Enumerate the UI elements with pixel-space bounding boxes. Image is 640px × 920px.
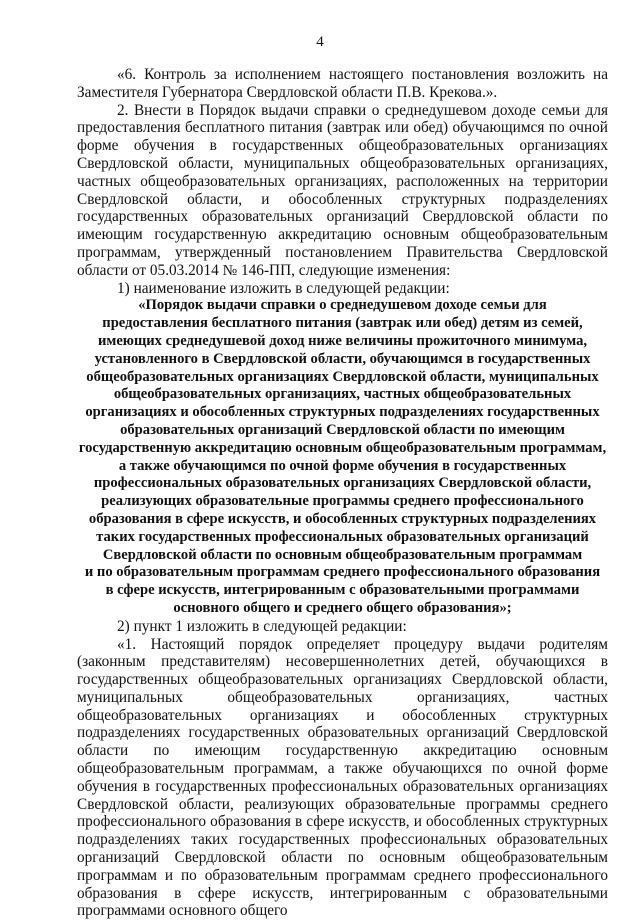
- new-title-line: реализующих образовательные программы среднего профессионального: [77, 493, 608, 511]
- new-title-line: основного общего и среднего общего образования»;: [77, 600, 608, 618]
- new-title-line: в сфере искусств, интегрированным с образовательными программами: [77, 582, 608, 600]
- new-title-line: образовательных организаций Свердловской области по имеющим: [77, 422, 608, 440]
- paragraph-point-1-text: «1. Настоящий порядок определяет процедуру выдачи родителям (законным представителям) несовершеннолетних детей, обучающихся в государственных общеобразовательных организациях Свердловской области, муниципальных общеобразовательных организациях, частных общеобразовательных организациях и обособленных структурных подразделениях государственных образовательных организаций Свердловской области по имеющим государственную аккредитацию основным общеобразовательным программам, а также обучающихся по очной форме обучения в государственных профессиональных образовательных организациях Свердловской области, реализующих образовательные программы среднего профессионального образования в сфере искусств, и обособленных структурных подразделениях таких государственных профессиональных образовательных организаций Свердловской области по основным общеобразовательным программам и по образовательным программам среднего профессионального образования в сфере искусств, интегрированным с образовательными программами основного общего: [77, 636, 608, 920]
- new-title-line: общеобразовательных организациях, частных общеобразовательных: [77, 386, 608, 404]
- new-title-line: таких государственных профессиональных образовательных организаций: [77, 529, 608, 547]
- new-title-line: а также обучающимся по очной форме обучения в государственных: [77, 458, 608, 476]
- new-title-line: государственную аккредитацию основным общеобразовательным программам,: [77, 440, 608, 458]
- new-title-line: имеющих среднедушевой доход ниже величины прожиточного минимума,: [77, 333, 608, 351]
- new-title-line: общеобразовательных организациях Свердловской области, муниципальных: [77, 369, 608, 387]
- paragraph-item-2-intro: 2) пункт 1 изложить в следующей редакции:: [77, 618, 608, 636]
- paragraph-item-1-intro: 1) наименование изложить в следующей редакции:: [77, 280, 608, 298]
- page-number: 4: [0, 33, 640, 51]
- new-title-line: предоставления бесплатного питания (завтрак или обед) детям из семей,: [77, 315, 608, 333]
- paragraph-amendments-intro: 2. Внести в Порядок выдачи справки о среднедушевом доходе семьи для предоставления бесплатного питания (завтрак или обед) обучающимся по очной форме обучения в государственных общеобразовательных организациях Свердловской области, муниципальных общеобразовательных организациях, частных общеобразовательных организациях, расположенных на территории Свердловской области, и обособленных структурных подразделениях государственных образовательных организаций Свердловской области по имеющим государственную аккредитацию основным общеобразовательным программам, утвержденный постановлением Правительства Свердловской области от 05.03.2014 № 146-ПП, следующие изменения:: [77, 102, 608, 280]
- new-title-line: установленного в Свердловской области, обучающимся в государственных: [77, 351, 608, 369]
- new-title-block: [77, 297, 608, 617]
- new-title-line: профессиональных образовательных организациях Свердловской области,: [77, 475, 608, 493]
- new-title-line: и по образовательным программам среднего профессионального образования: [77, 564, 608, 582]
- new-title-line: образования в сфере искусств, и обособленных структурных подразделениях: [77, 511, 608, 529]
- document-body: [77, 66, 608, 920]
- new-title-line: организациях и обособленных структурных подразделениях государственных: [77, 404, 608, 422]
- new-title-line: «Порядок выдачи справки о среднедушевом доходе семьи для: [77, 297, 608, 315]
- paragraph-control-clause: «6. Контроль за исполнением настоящего постановления возложить на Заместителя Губернатора Свердловской области П.В. Крекова.».: [77, 66, 608, 102]
- new-title-line: Свердловской области по основным общеобразовательным программам: [77, 547, 608, 565]
